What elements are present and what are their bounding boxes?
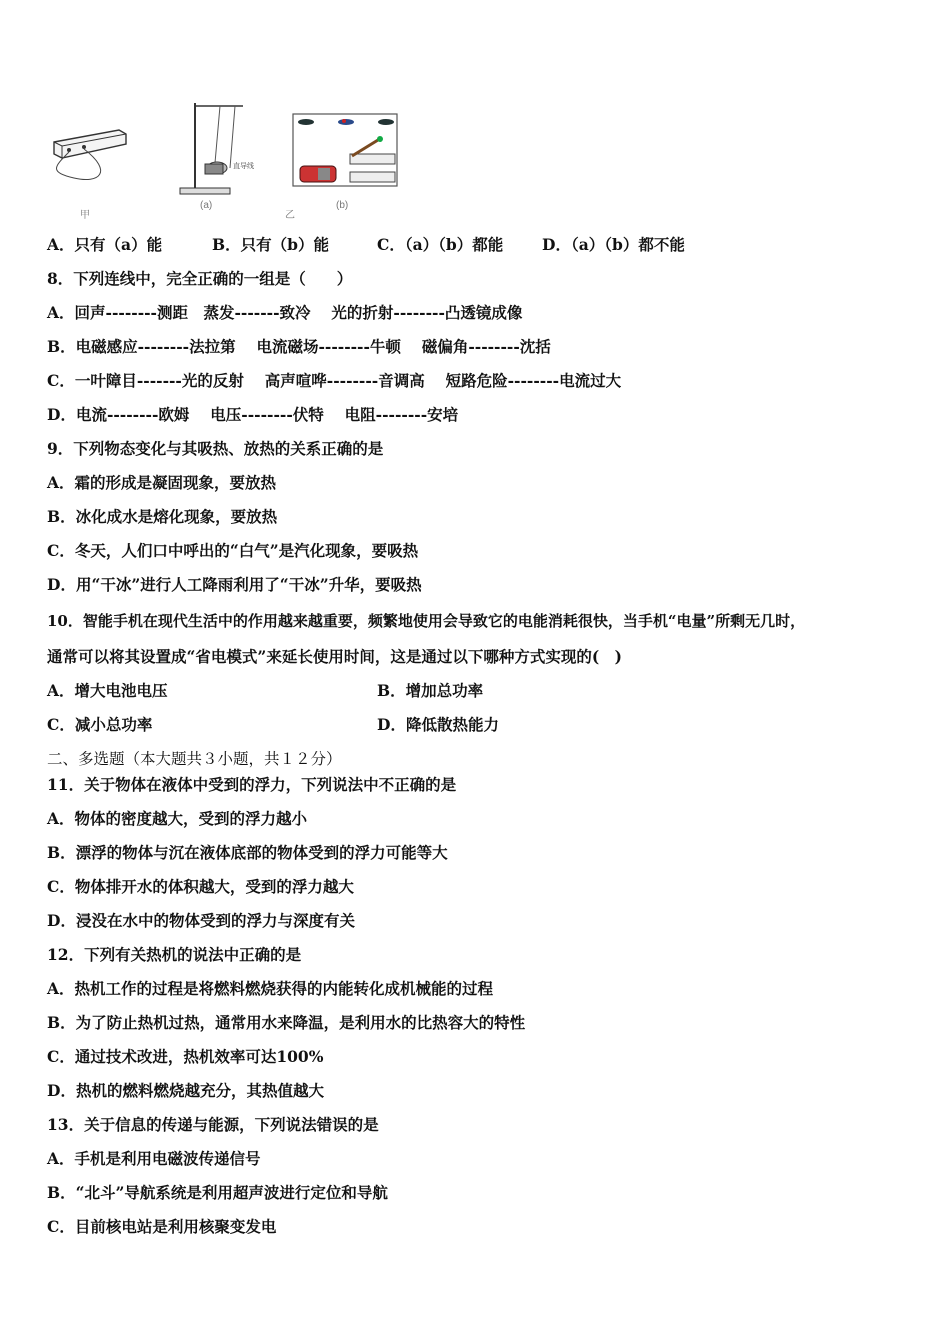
- q8-option-c: C．一叶障目-------光的反射 高声喧哗--------音调高 短路危险--------电流过大: [47, 371, 622, 390]
- q9-option-b: B．冰化成水是熔化现象，要放热: [47, 507, 278, 526]
- q13-stem: 13．关于信息的传递与能源，下列说法错误的是: [47, 1115, 379, 1134]
- q8-stem: 8．下列连线中，完全正确的一组是（ ）: [47, 269, 353, 288]
- q12-stem: 12．下列有关热机的说法中正确的是: [47, 945, 302, 964]
- q13-option-a: A．手机是利用电磁波传递信号: [47, 1149, 261, 1168]
- q10-option-b: B．增加总功率: [377, 681, 484, 700]
- q12-option-d: D．热机的燃料燃烧越充分，其热值越大: [47, 1081, 324, 1100]
- q11-stem: 11．关于物体在液体中受到的浮力，下列说法中不正确的是: [47, 775, 457, 794]
- caption-yi: 乙: [285, 210, 295, 221]
- q7-option-b: B．只有（b）能: [212, 235, 329, 254]
- q11-option-b: B．漂浮的物体与沉在液体底部的物体受到的浮力可能等大: [47, 843, 448, 862]
- experiment-figures: [40, 96, 420, 220]
- q7-option-a: A．只有（a）能: [47, 235, 163, 254]
- q12-option-a: A．热机工作的过程是将燃料燃烧获得的内能转化成机械能的过程: [47, 979, 494, 998]
- q9-option-d: D．用“干冰”进行人工降雨利用了“干冰”升华，要吸热: [47, 575, 422, 594]
- q9-option-a: A．霜的形成是凝固现象，要放热: [47, 473, 277, 492]
- q10-stem-line1: 10．智能手机在现代生活中的作用越来越重要，频繁地使用会导致它的电能消耗很快，当手机“电量”所剩无几时，: [47, 612, 806, 630]
- q7-option-c: C．（a）（b）都能: [377, 235, 504, 254]
- caption-jia: 甲: [80, 210, 90, 221]
- q7-option-d: D．（a）（b）都不能: [542, 235, 685, 254]
- q10-option-d: D．降低散热能力: [377, 715, 499, 734]
- q12-option-b: B．为了防止热机过热，通常用水来降温，是利用水的比热容大的特性: [47, 1013, 526, 1032]
- q13-option-c: C．目前核电站是利用核聚变发电: [47, 1217, 277, 1236]
- q9-stem: 9．下列物态变化与其吸热、放热的关系正确的是: [47, 439, 384, 458]
- caption-a: (a): [200, 200, 213, 211]
- stand-magnet-figure: [175, 98, 265, 198]
- q11-option-d: D．浸没在水中的物体受到的浮力与深度有关: [47, 911, 355, 930]
- caption-b: (b): [336, 200, 349, 211]
- q8-option-d: D．电流--------欧姆 电压--------伏特 电阻--------安培: [47, 405, 459, 424]
- q8-option-b: B．电磁感应--------法拉第 电流磁场--------牛顿 磁偏角--------沈括: [47, 337, 551, 356]
- q12-option-c: C．通过技术改进，热机效率可达100%: [47, 1047, 324, 1066]
- rail-apparatus-figure: [290, 110, 402, 192]
- q9-option-c: C．冬天，人们口中呼出的“白气”是汽化现象，要吸热: [47, 541, 419, 560]
- q11-option-c: C．物体排开水的体积越大，受到的浮力越大: [47, 877, 354, 896]
- q13-option-b: B．“北斗”导航系统是利用超声波进行定位和导航: [47, 1183, 388, 1202]
- q10-stem-line2: 通常可以将其设置成“省电模式”来延长使用时间，这是通过以下哪种方式实现的( ): [47, 647, 623, 666]
- q10-option-c: C．减小总功率: [47, 715, 153, 734]
- q10-option-a: A．增大电池电压: [47, 681, 168, 700]
- wire-label: 直导线: [233, 163, 254, 170]
- section-heading-multiple-choice: 二、多选题（本大题共３小题，共１２分）: [47, 750, 342, 768]
- q11-option-a: A．物体的密度越大，受到的浮力越小: [47, 809, 308, 828]
- q8-option-a: A．回声--------测距 蒸发-------致冷 光的折射--------凸透镜成像: [47, 303, 523, 322]
- galvanometer-figure: [44, 122, 134, 188]
